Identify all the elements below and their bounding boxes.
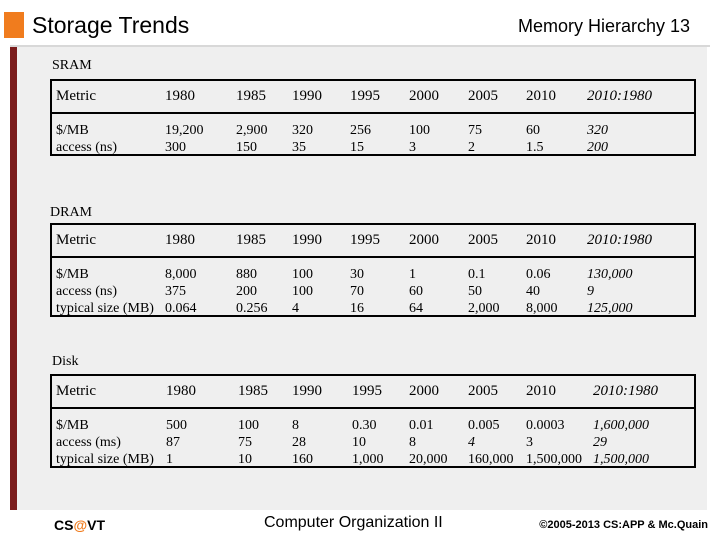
- disk-cell-r1-c4: 10: [352, 435, 366, 450]
- dram-header-1: 1980: [165, 232, 195, 248]
- disk-cell-r2-c8: 1,500,000: [593, 452, 649, 467]
- disk-header-row: [52, 376, 694, 409]
- sram-cell-r1-c7: 1.5: [526, 140, 544, 155]
- sram-header-3: 1990: [292, 88, 322, 104]
- disk-cell-r0-c1: 500: [166, 418, 187, 433]
- disk-cell-r2-c1: 1: [166, 452, 173, 467]
- dram-cell-r1-c8: 9: [587, 284, 594, 299]
- dram-label: DRAM: [50, 205, 93, 220]
- slide-title: Storage Trends: [32, 12, 190, 38]
- sram-cell-r0-c8: 320: [587, 123, 608, 138]
- dram-cell-r2-c4: 16: [350, 301, 364, 316]
- dram-header-8: 2010:1980: [587, 232, 652, 248]
- sram-cell-r0-c5: 100: [409, 123, 430, 138]
- dram-cell-r1-c3: 100: [292, 284, 313, 299]
- sram-table: [50, 79, 696, 156]
- sram-cell-r1-c8: 200: [587, 140, 608, 155]
- sram-header-4: 1995: [350, 88, 380, 104]
- disk-cell-r0-c0: $/MB: [56, 418, 89, 433]
- disk-header-8: 2010:1980: [593, 383, 658, 399]
- sram-cell-r1-c5: 3: [409, 140, 416, 155]
- dram-cell-r0-c1: 8,000: [165, 267, 197, 282]
- disk-header-1: 1980: [166, 383, 196, 399]
- sram-header-0: Metric: [56, 88, 96, 104]
- disk-cell-r2-c4: 1,000: [352, 452, 384, 467]
- disk-cell-r1-c1: 87: [166, 435, 180, 450]
- dram-cell-r0-c6: 0.1: [468, 267, 486, 282]
- disk-cell-r1-c8: 29: [593, 435, 607, 450]
- dram-cell-r1-c2: 200: [236, 284, 257, 299]
- disk-cell-r1-c7: 3: [526, 435, 533, 450]
- left-accent-bar: [10, 47, 17, 510]
- sram-cell-r0-c2: 2,900: [236, 123, 268, 138]
- dram-cell-r2-c1: 0.064: [165, 301, 197, 316]
- dram-cell-r0-c0: $/MB: [56, 267, 89, 282]
- dram-header-row: [52, 225, 694, 258]
- dram-cell-r2-c0: typical size (MB): [56, 301, 154, 316]
- disk-cell-r2-c5: 20,000: [409, 452, 448, 467]
- disk-cell-r0-c6: 0.005: [468, 418, 500, 433]
- disk-cell-r1-c6: 4: [468, 435, 475, 450]
- sram-header-1: 1980: [165, 88, 195, 104]
- dram-header-2: 1985: [236, 232, 266, 248]
- disk-cell-r0-c3: 8: [292, 418, 299, 433]
- sram-header-8: 2010:1980: [587, 88, 652, 104]
- dram-cell-r2-c6: 2,000: [468, 301, 500, 316]
- dram-cell-r1-c5: 60: [409, 284, 423, 299]
- sram-cell-r0-c7: 60: [526, 123, 540, 138]
- sram-label: SRAM: [52, 58, 92, 73]
- footer-org-at: @: [73, 517, 88, 533]
- dram-header-4: 1995: [350, 232, 380, 248]
- dram-cell-r0-c3: 100: [292, 267, 313, 282]
- dram-cell-r1-c0: access (ns): [56, 284, 118, 299]
- dram-header-0: Metric: [56, 232, 96, 248]
- dram-cell-r1-c6: 50: [468, 284, 482, 299]
- disk-cell-r1-c3: 28: [292, 435, 306, 450]
- dram-header-3: 1990: [292, 232, 322, 248]
- disk-table: [50, 374, 696, 468]
- slide-subtitle: Memory Hierarchy 13: [517, 16, 690, 36]
- footer-org: [54, 517, 105, 533]
- dram-table: [50, 223, 696, 317]
- sram-cell-r1-c1: 300: [165, 140, 186, 155]
- disk-cell-r0-c8: 1,600,000: [593, 418, 649, 433]
- sram-header-row: [52, 81, 694, 114]
- disk-header-7: 2010: [526, 383, 556, 399]
- disk-cell-r2-c6: 160,000: [468, 452, 514, 467]
- disk-cell-r1-c0: access (ms): [56, 435, 121, 450]
- disk-cell-r2-c0: typical size (MB): [56, 452, 154, 467]
- dram-cell-r0-c2: 880: [236, 267, 257, 282]
- disk-cell-r0-c7: 0.0003: [526, 418, 565, 433]
- disk-cell-r1-c2: 75: [238, 435, 252, 450]
- dram-header-5: 2000: [409, 232, 439, 248]
- disk-header-0: Metric: [56, 383, 96, 399]
- sram-header-6: 2005: [468, 88, 498, 104]
- disk-header-2: 1985: [238, 383, 268, 399]
- dram-cell-r2-c7: 8,000: [526, 301, 558, 316]
- sram-cell-r1-c4: 15: [350, 140, 364, 155]
- disk-cell-r2-c3: 160: [292, 452, 313, 467]
- sram-cell-r1-c6: 2: [468, 140, 475, 155]
- dram-cell-r0-c4: 30: [350, 267, 364, 282]
- dram-cell-r2-c3: 4: [292, 301, 299, 316]
- sram-cell-r0-c4: 256: [350, 123, 371, 138]
- dram-cell-r0-c8: 130,000: [587, 267, 633, 282]
- dram-header-6: 2005: [468, 232, 498, 248]
- sram-cell-r1-c2: 150: [236, 140, 257, 155]
- dram-cell-r0-c5: 1: [409, 267, 416, 282]
- sram-cell-r1-c0: access (ns): [56, 140, 118, 155]
- sram-header-2: 1985: [236, 88, 266, 104]
- dram-cell-r2-c8: 125,000: [587, 301, 633, 316]
- sram-cell-r0-c6: 75: [468, 123, 482, 138]
- title-accent-square: [4, 12, 24, 38]
- dram-cell-r0-c7: 0.06: [526, 267, 551, 282]
- dram-cell-r1-c7: 40: [526, 284, 540, 299]
- dram-header-7: 2010: [526, 232, 556, 248]
- disk-header-6: 2005: [468, 383, 498, 399]
- footer-course: Computer Organization II: [264, 514, 443, 531]
- dram-cell-r1-c4: 70: [350, 284, 364, 299]
- disk-header-5: 2000: [409, 383, 439, 399]
- sram-cell-r0-c1: 19,200: [165, 123, 204, 138]
- sram-header-5: 2000: [409, 88, 439, 104]
- footer-org-prefix: CS: [54, 517, 74, 533]
- disk-cell-r0-c4: 0.30: [352, 418, 377, 433]
- sram-cell-r1-c3: 35: [292, 140, 306, 155]
- disk-label: Disk: [52, 354, 79, 369]
- footer-org-suffix: VT: [87, 517, 105, 533]
- dram-cell-r2-c5: 64: [409, 301, 423, 316]
- dram-cell-r2-c2: 0.256: [236, 301, 268, 316]
- disk-cell-r0-c2: 100: [238, 418, 259, 433]
- sram-header-7: 2010: [526, 88, 556, 104]
- disk-header-4: 1995: [352, 383, 382, 399]
- disk-cell-r0-c5: 0.01: [409, 418, 434, 433]
- dram-cell-r1-c1: 375: [165, 284, 186, 299]
- disk-cell-r1-c5: 8: [409, 435, 416, 450]
- sram-cell-r0-c3: 320: [292, 123, 313, 138]
- footer-copyright: ©2005-2013 CS:APP & Mc.Quain: [539, 519, 708, 531]
- disk-header-3: 1990: [292, 383, 322, 399]
- sram-cell-r0-c0: $/MB: [56, 123, 89, 138]
- disk-cell-r2-c2: 10: [238, 452, 252, 467]
- disk-cell-r2-c7: 1,500,000: [526, 452, 582, 467]
